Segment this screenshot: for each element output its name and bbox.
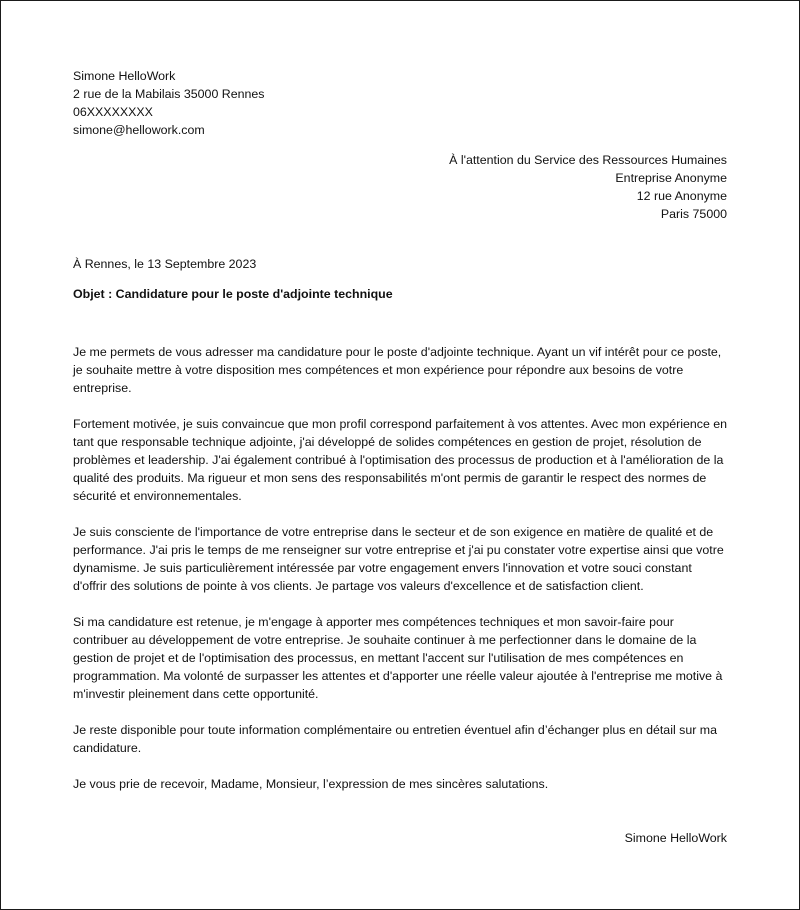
recipient-street: 12 rue Anonyme (636, 189, 727, 203)
paragraph-commitment: Si ma candidature est retenue, je m'engage à apporter mes compétences techniques et mon savoir-faire pour contribuer au développement de votre entreprise. Je souhaite continuer à me perfectionner dans le domaine de la gestion de projet et de l'optimisation des processus, en mettant l'accent sur l'utilisation de mes compétences en programmation. Ma volonté de surpasser les attentes et d'apporter une réelle valeur ajoutée à l'entreprise me motive à m'investir pleinement dans cette opportunité. (73, 615, 723, 701)
date-line: À Rennes, le 13 Septembre 2023 (73, 257, 257, 271)
paragraph-intro: Je me permets de vous adresser ma candidature pour le poste d'adjointe technique. Ayant un vif intérêt pour ce poste, je souhaite mettre à votre disposition mes compétences et mon expérience pour répondre aux besoins de votre entreprise. (73, 345, 722, 395)
paragraph-motivation: Fortement motivée, je suis convaincue que mon profil correspond parfaitement à vos attentes. Avec mon expérience en tant que responsable technique adjointe, j'ai développé de solides compétences en gestion de projet, résolution de problèmes et leadership. J'ai également contribué à l'optimisation des processus de production et à l'amélioration de la qualité des produits. Ma rigueur et mon sens des responsabilités m'ont permis de garantir le respect des normes de sécurité et environnementales. (73, 417, 728, 503)
paragraph-closing: Je vous prie de recevoir, Madame, Monsieur, l’expression de mes sincères salutations. (73, 777, 549, 791)
paragraph-availability: Je reste disponible pour toute information complémentaire ou entretien éventuel afin d’échanger plus en détail sur ma candidature. (73, 723, 718, 755)
recipient-block (449, 151, 727, 223)
sender-address: 2 rue de la Mabilais 35000 Rennes (73, 87, 265, 101)
signature: Simone HelloWork (624, 831, 727, 845)
paragraph-company: Je suis consciente de l'importance de votre entreprise dans le secteur et de son exigence en matière de qualité et de performance. J'ai pris le temps de me renseigner sur votre entreprise et j'ai pu constater votre expertise ainsi que votre dynamisme. Je suis particulièrement intéressée par votre engagement envers l'innovation et votre souci constant d'offrir des solutions de pointe à vos clients. Je partage vos valeurs d'excellence et de satisfaction client. (73, 525, 724, 593)
sender-phone: 06XXXXXXXX (73, 105, 153, 119)
recipient-city: Paris 75000 (660, 207, 727, 221)
recipient-attention: À l'attention du Service des Ressources Humaines (449, 153, 727, 167)
sender-email: simone@hellowork.com (73, 123, 205, 137)
sender-block (73, 67, 265, 139)
subject-line: Objet : Candidature pour le poste d'adjointe technique (73, 287, 393, 301)
sender-name: Simone HelloWork (73, 69, 176, 83)
letter-body (73, 343, 729, 811)
recipient-company: Entreprise Anonyme (615, 171, 727, 185)
